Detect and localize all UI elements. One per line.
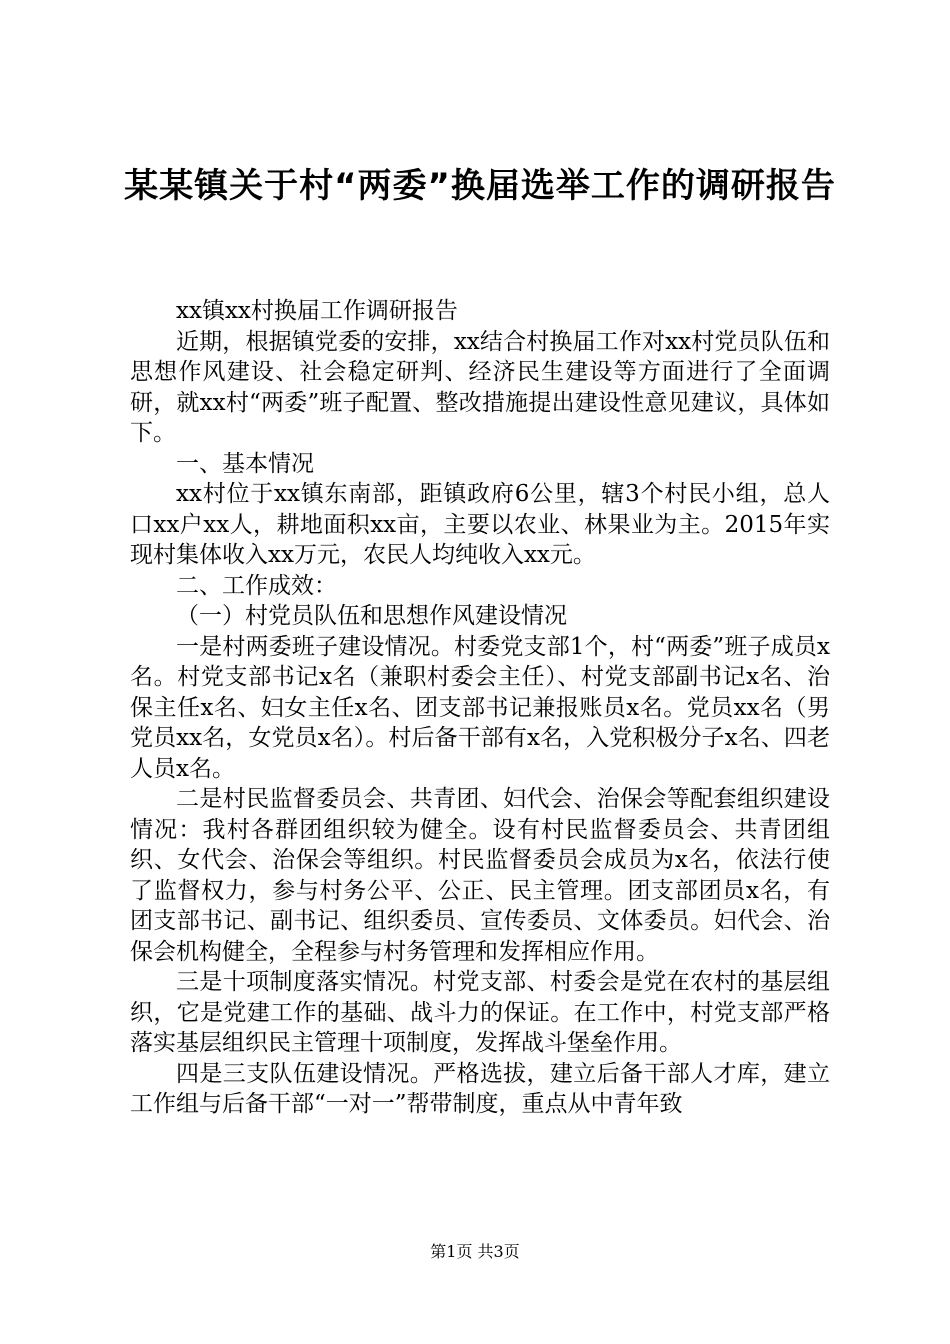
paragraph-basic: xx村位于xx镇东南部，距镇政府6公里，辖3个村民小组，总人口xx户xx人，耕地面积xx亩，主要以农业、林果业为主。2015年实现村集体收入xx万元，农民人均纯收入xx元。 — [130, 481, 830, 568]
paragraph-intro: 近期，根据镇党委的安排，xx结合村换届工作对xx村党员队伍和思想作风建设、社会稳定研判、经济民生建设等方面进行了全面调研，就xx村“两委”班子配置、整改措施提出建设性意见建议，具体如下。 — [130, 328, 830, 446]
paragraph-point-3: 三是十项制度落实情况。村党支部、村委会是党在农村的基层组织，它是党建工作的基础、战斗力的保证。在工作中，村党支部严格落实基层组织民主管理十项制度，发挥战斗堡垒作用。 — [130, 969, 830, 1056]
paragraph-point-2: 二是村民监督委员会、共青团、妇代会、治保会等配套组织建设情况：我村各群团组织较为健全。设有村民监督委员会、共青团组织、女代会、治保会等组织。村民监督委员会成员为x名，依法行使了监督权力，参与村务公平、公正、民主管理。团支部团员x名，有团支部书记、副书记、组织委员、宣传委员、文体委员。妇代会、治保会机构健全，全程参与村务管理和发挥相应作用。 — [130, 786, 830, 965]
document-body — [130, 296, 830, 1120]
page-footer: 第1页 共3页 — [430, 1242, 520, 1261]
section-heading-basic: 一、基本情况 — [176, 450, 314, 477]
section-heading-results: 二、工作成效： — [176, 572, 337, 599]
paragraph-subtitle: xx镇xx村换届工作调研报告 — [176, 298, 458, 324]
document-title: 某某镇关于村“两委”换届选举工作的调研报告 — [124, 166, 836, 206]
paragraph-point-4: 四是三支队伍建设情况。严格选拔，建立后备干部人才库，建立工作组与后备干部“一对一”帮带制度，重点从中青年致 — [130, 1060, 830, 1117]
paragraph-point-1: 一是村两委班子建设情况。村委党支部1个，村“两委”班子成员x名。村党支部书记x名（兼职村委会主任）、村党支部副书记x名、治保主任x名、妇女主任x名、团支部书记兼报账员x名。党员xx名（男党员xx名，女党员x名）。村后备干部有x名，入党积极分子x名、四老人员x名。 — [130, 633, 830, 782]
subsection-heading: （一）村党员队伍和思想作风建设情况 — [176, 603, 567, 629]
